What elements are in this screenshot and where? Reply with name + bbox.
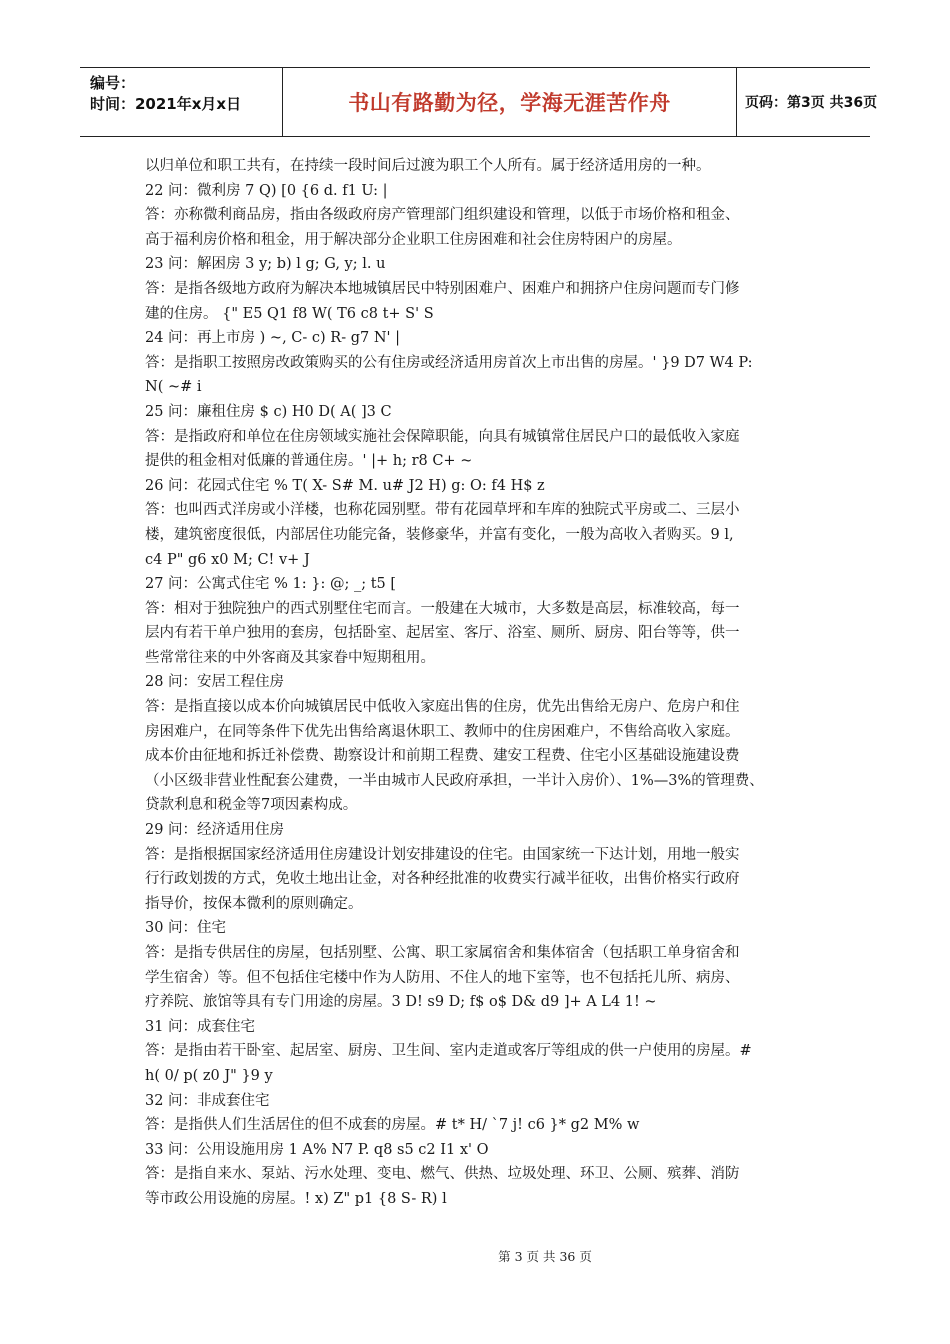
text-line: 26 问：花园式住宅 % T( X- S# M. u# J2 H) g: O: f4 H$ z xyxy=(145,477,545,494)
text-line: 答：是指专供居住的房屋，包括别墅、公寓、职工家属宿舍和集体宿舍（包括职工单身宿舍和 xyxy=(145,945,740,961)
text-line: 答：是指根据国家经济适用住房建设计划安排建设的住宅。由国家统一下达计划，用地一般实 xyxy=(145,846,740,863)
text-line: 提供的租金相对低廉的普通住房。' |+ h; r8 C+ ~ xyxy=(145,453,473,470)
text-line: 答：是指职工按照房改政策购买的公有住房或经济适用房首次上市出售的房屋。' }9 D7 W4 P: xyxy=(145,354,753,371)
text-line: N( ~# i xyxy=(145,379,202,396)
date-label: 时间：2021年x月x日 xyxy=(90,95,242,113)
text-line: 答：是指供人们生活居住的但不成套的房屋。# t* H/ `7 j! c6 }* g2 M% w xyxy=(145,1117,640,1134)
text-line: 22 问：微利房 7 Q) [0 {6 d. f1 U: | xyxy=(145,182,388,199)
text-line: 学生宿舍）等。但不包括住宅楼中作为人防用、不住人的地下室等，也不包括托儿所、病房、 xyxy=(145,969,740,986)
text-line: 答：也叫西式洋房或小洋楼，也称花园别墅。带有花园草坪和车库的独院式平房或二、三层小 xyxy=(145,502,740,519)
document-body xyxy=(145,154,815,1212)
text-line: （小区级非营业性配套公建费，一半由城市人民政府承担，一半计入房价）、1%—3%的管理费、 xyxy=(145,772,764,789)
text-line: 以归单位和职工共有，在持续一段时间后过渡为职工个人所有。属于经济适用房的一种。 xyxy=(145,158,711,174)
text-line: 31 问：成套住宅 xyxy=(145,1018,256,1035)
page-header xyxy=(80,67,878,137)
text-line: 层内有若干单户独用的套房，包括卧室、起居室、客厅、浴室、厕所、厨房、阳台等等，供一 xyxy=(145,625,740,642)
text-line: 房困难户，在同等条件下优先出售给离退休职工、教师中的住房困难户，不售给高收入家庭。 xyxy=(145,723,740,740)
text-line: 答：是指政府和单位在住房领域实施社会保障职能，向具有城镇常住居民户口的最低收入家庭 xyxy=(145,428,740,445)
text-line: 32 问：非成套住宅 xyxy=(145,1092,270,1109)
text-line: 些常常往来的中外客商及其家眷中短期租用。 xyxy=(145,649,435,666)
header-page-cell xyxy=(737,68,878,136)
text-line: 楼，建筑密度很低，内部居住功能完备，装修豪华，并富有变化，一般为高收入者购买。9 l, xyxy=(145,526,734,543)
text-line: 答：是指直接以成本价向城镇居民中低收入家庭出售的住房，优先出售给无房户、危房户和住 xyxy=(145,699,740,716)
text-line: 贷款利息和税金等7项因素构成。 xyxy=(145,797,358,814)
text-line: 28 问：安居工程住房 xyxy=(145,674,285,691)
text-line: 疗养院、旅馆等具有专门用途的房屋。3 D! s9 D; f$ o$ D& d9 ]+ A L4 1! ~ xyxy=(145,994,657,1011)
motto-text: 书山有路勤为径，学海无涯苦作舟 xyxy=(348,91,671,115)
text-line: 29 问：经济适用住房 xyxy=(145,822,285,839)
text-line: 成本价由征地和拆迁补偿费、勘察设计和前期工程费、建安工程费、住宅小区基础设施建设费 xyxy=(145,748,740,765)
text-line: c4 P" g6 x0 M; C! v+ J xyxy=(145,551,310,568)
text-line: 答：亦称微利商品房，指由各级政府房产管理部门组织建设和管理，以低于市场价格和租金、 xyxy=(145,207,740,224)
text-line: 答：相对于独院独户的西式别墅住宅而言。一般建在大城市，大多数是高层，标准较高，每一 xyxy=(145,600,740,617)
text-line: 行行政划拨的方式，免收土地出让金，对各种经批准的收费实行减半征收，出售价格实行政府 xyxy=(145,871,740,888)
header-meta-cell xyxy=(80,68,283,136)
text-line: 等市政公用设施的房屋。! x) Z" p1 {8 S- R) l xyxy=(145,1190,447,1207)
text-line: 建的住房。 {" E5 Q1 f8 W( T6 c8 t+ S' S xyxy=(145,305,434,322)
text-line: 答：是指各级地方政府为解决本地城镇居民中特别困难户、困难户和拥挤户住房问题而专门修 xyxy=(145,280,740,297)
text-line: 指导价，按保本微利的原则确定。 xyxy=(145,895,363,912)
text-line: 23 问：解困房 3 y; b) l g; G, y; l. u xyxy=(145,256,386,273)
number-label: 编号： xyxy=(90,74,136,92)
text-line: 30 问：住宅 xyxy=(145,920,227,937)
text-line: 24 问：再上市房 ) ~, C- c) R- g7 N' | xyxy=(145,330,401,347)
text-line: 25 问：廉租住房 $ c) H0 D( A( ]3 C xyxy=(145,403,392,420)
text-line: 高于福利房价格和租金，用于解决部分企业职工住房困难和社会住房特困户的房屋。 xyxy=(145,231,682,248)
header-motto-cell xyxy=(283,68,737,136)
text-line: 33 问：公用设施用房 1 A% N7 P. q8 s5 c2 I1 x' O xyxy=(145,1141,489,1158)
page-info: 页码：第3页 共36页 xyxy=(745,95,878,111)
text-line: 27 问：公寓式住宅 % 1: }: @; _; t5 [ xyxy=(145,576,397,593)
text-line: 答：是指自来水、泵站、污水处理、变电、燃气、供热、垃圾处理、环卫、公厕、殡葬、消防 xyxy=(145,1166,740,1183)
text-line: 答：是指由若干卧室、起居室、厨房、卫生间、室内走道或客厅等组成的供一户使用的房屋。# xyxy=(145,1043,752,1060)
page-footer: 第 3 页 共 36 页 xyxy=(498,1249,592,1264)
text-line: h( 0/ p( z0 J" }9 y xyxy=(145,1067,273,1084)
